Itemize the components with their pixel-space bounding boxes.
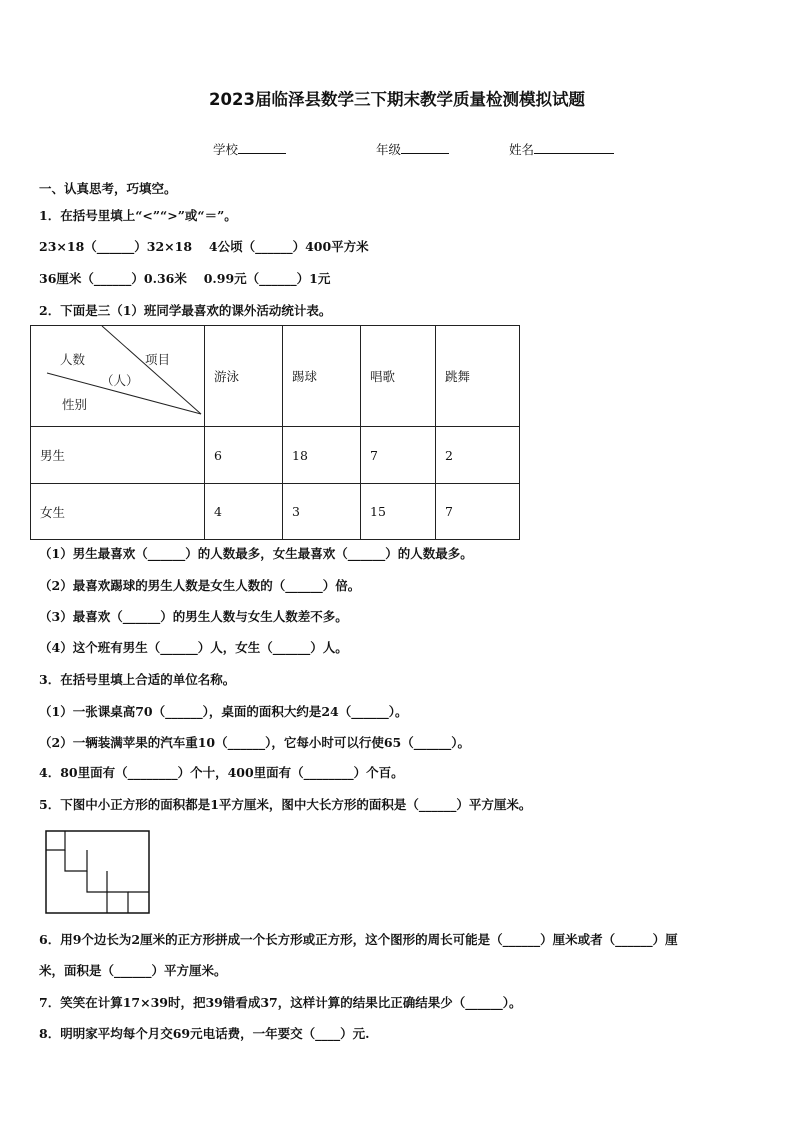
section-heading: 一、认真思考，巧填空。 [39, 181, 177, 196]
school-label: 学校 [213, 142, 239, 157]
header-dancing: 跳舞 [436, 326, 520, 427]
name-field[interactable] [509, 141, 614, 158]
table-row [31, 484, 520, 540]
table-cell: 4 [205, 484, 283, 540]
table-cell: 7 [361, 427, 436, 484]
q8-text: 8．明明家平均每个月交69元电话费，一年要交（____）元. [39, 1026, 370, 1041]
q2-sub4: （4）这个班有男生（______）人，女生（______）人。 [39, 640, 348, 655]
table-cell: 3 [283, 484, 361, 540]
q5-text: 5．下图中小正方形的面积都是1平方厘米，图中大长方形的面积是（______）平方厘米。 [39, 797, 532, 812]
name-blank[interactable] [534, 141, 614, 154]
table-cell: 2 [436, 427, 520, 484]
q2-sub3: （3）最喜欢（______）的男生人数与女生人数差不多。 [39, 609, 348, 624]
table-cell: 18 [283, 427, 361, 484]
rectangle-figure [45, 830, 152, 915]
page-title: 2023届临泽县数学三下期末教学质量检测模拟试题 [209, 90, 585, 109]
q2-sub1: （1）男生最喜欢（______）的人数最多，女生最喜欢（______）的人数最多。 [39, 546, 473, 561]
corner-label-people: 人数 [60, 352, 86, 367]
big-rectangle [46, 831, 149, 913]
name-label: 姓名 [509, 142, 535, 157]
grade-blank[interactable] [401, 141, 449, 154]
activity-table [30, 325, 520, 540]
table-row [31, 427, 520, 484]
q3-sub1: （1）一张课桌高70（______），桌面的面积大约是24（______）。 [39, 704, 408, 719]
small-square-right [107, 892, 128, 913]
header-football: 踢球 [283, 326, 361, 427]
row-label-boys: 男生 [31, 427, 205, 484]
corner-label-gender: 性别 [62, 397, 88, 412]
staircase-step-1 [46, 831, 65, 850]
q2-title: 2．下面是三（1）班同学最喜欢的课外活动统计表。 [39, 303, 332, 318]
q1-line1: 23×18（______）32×18 4公顷（______）400平方米 [39, 239, 369, 254]
table-corner-cell [31, 326, 205, 427]
q1-title: 1．在括号里填上“<”“>”或“＝”。 [39, 208, 237, 223]
grade-field[interactable] [376, 141, 449, 158]
q6-line2: 米，面积是（______）平方厘米。 [39, 963, 227, 978]
staircase-step-2 [65, 850, 87, 871]
table-cell: 15 [361, 484, 436, 540]
q4-text: 4．80里面有（________）个十，400里面有（________）个百。 [39, 765, 404, 780]
q7-text: 7．笑笑在计算17×39时，把39错看成37，这样计算的结果比正确结果少（______）。 [39, 995, 522, 1010]
table-header-row [31, 326, 520, 427]
corner-label-unit: （人） [101, 373, 139, 388]
q2-sub2: （2）最喜欢踢球的男生人数是女生人数的（______）倍。 [39, 578, 361, 593]
row-label-girls: 女生 [31, 484, 205, 540]
q1-line2: 36厘米（______）0.36米 0.99元（______）1元 [39, 271, 331, 286]
school-field[interactable] [213, 141, 286, 158]
q3-sub2: （2）一辆装满苹果的汽车重10（______），它每小时可以行使65（______）。 [39, 735, 470, 750]
header-singing: 唱歌 [361, 326, 436, 427]
school-blank[interactable] [238, 141, 286, 154]
q6-line1: 6．用9个边长为2厘米的正方形拼成一个长方形或正方形，这个图形的周长可能是（______）厘米或者（______）厘 [39, 932, 678, 947]
table-cell: 7 [436, 484, 520, 540]
q3-title: 3．在括号里填上合适的单位名称。 [39, 672, 236, 687]
staircase-step-3 [87, 871, 107, 892]
corner-label-project: 项目 [145, 352, 171, 367]
header-swimming: 游泳 [205, 326, 283, 427]
table-cell: 6 [205, 427, 283, 484]
grade-label: 年级 [376, 142, 402, 157]
